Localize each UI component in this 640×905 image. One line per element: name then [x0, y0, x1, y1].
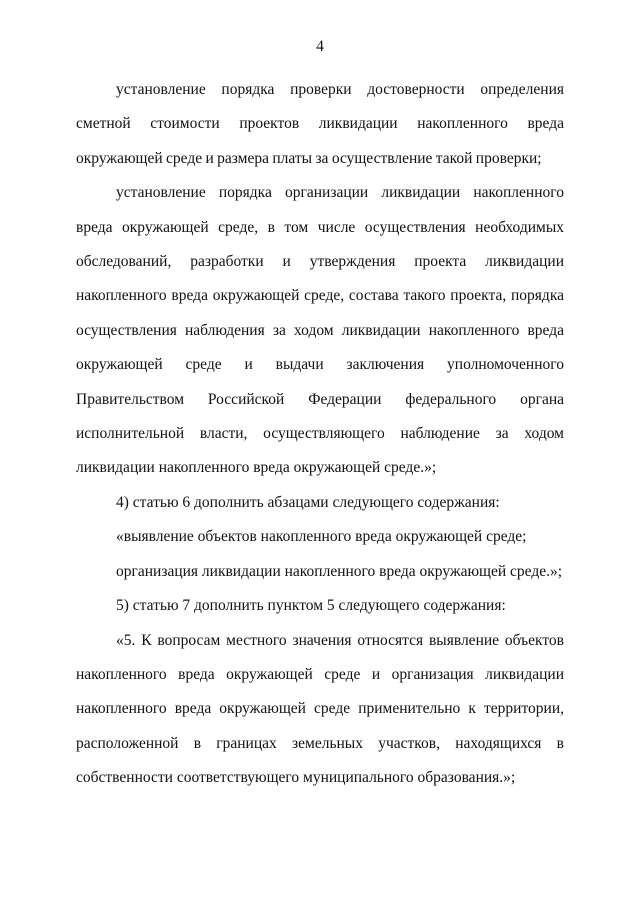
page-number: 4: [316, 38, 324, 55]
document-body: [76, 73, 564, 796]
paragraph-article-6-amendment: 4) статью 6 дополнить абзацами следующего содержания:: [116, 493, 500, 511]
paragraph-organization-of-liquidation: организация ликвидации накопленного вреда окружающей среде.»;: [116, 562, 563, 580]
paragraph-article-7-amendment: 5) статью 7 дополнить пунктом 5 следующего содержания:: [116, 597, 506, 615]
paragraph-liquidation-procedure: установление порядка организации ликвидации накопленного вреда окружающей среде, в том числе осуществления необходимых обследований, разработки и утверждения проекта ликвидации накопленного вреда окружающей среде, состава такого проекта, порядка осуществления наблюдения за ходом ликвидации накопленного вреда окружающей среде и выдачи заключения уполномоченного Правительством Российской Федерации федерального органа исполнительной власти, осуществляющего наблюдение за ходом ликвидации накопленного вреда окружающей среде.»;: [76, 184, 564, 477]
paragraph-estimate-verification: установление порядка проверки достоверности определения сметной стоимости проектов ликвидации накопленного вреда окружающей среде и размера платы за осуществление такой проверки;: [76, 81, 564, 167]
paragraph-local-significance: «5. К вопросам местного значения относятся выявление объектов накопленного вреда окружающей среде и организация ликвидации накопленного вреда окружающей среде применительно к территории, расположенной в границах земельных участков, находящихся в собственности соответствующего муниципального образования.»;: [76, 631, 564, 787]
paragraph-identification-of-objects: «выявление объектов накопленного вреда окружающей среде;: [116, 528, 527, 546]
